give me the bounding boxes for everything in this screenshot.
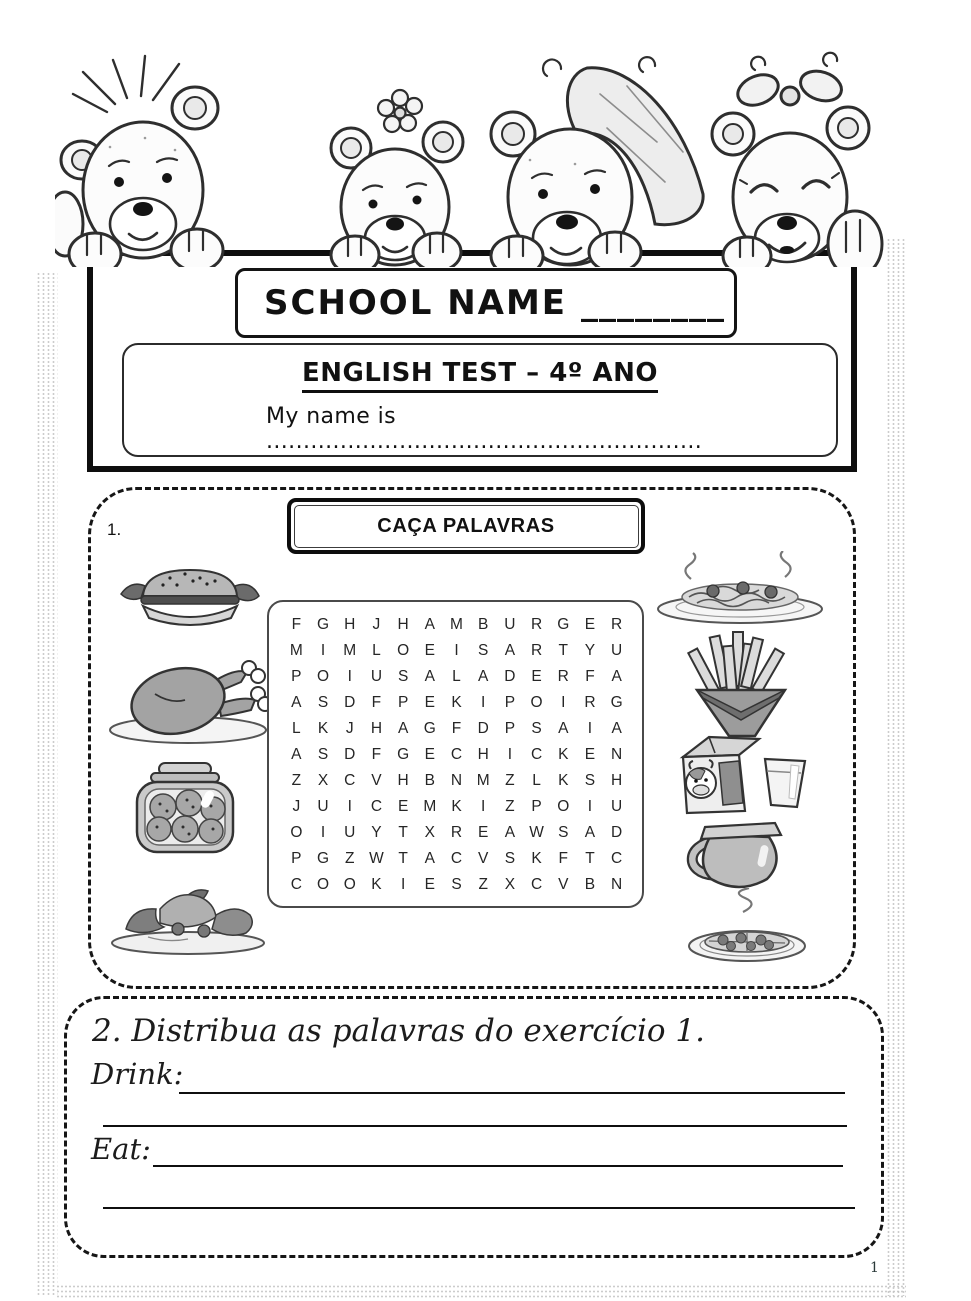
wordsearch-letter: N [611,746,623,763]
wordsearch-letter: H [477,746,489,763]
wordsearch-letter: P [504,720,516,737]
wordsearch-letter: E [584,746,596,763]
wordsearch-letter: P [291,850,302,867]
wordsearch-letter: K [558,772,569,789]
wordsearch-letter: E [531,668,542,685]
pizza-icon [685,888,810,966]
wordsearch-letter: K [531,850,542,867]
wordsearch-letter: J [345,720,354,737]
wordsearch-letter: M [423,798,437,815]
wordsearch-letter: S [584,772,596,789]
wordsearch-letter: C [530,876,543,893]
wordsearch-letter: B [478,616,489,633]
wordsearch-letter: A [558,720,569,737]
wordsearch-letter: C [450,850,463,867]
wordsearch-letter: G [317,850,330,867]
wordsearch-letter: D [611,824,623,841]
wordsearch-letter: A [424,850,435,867]
wordsearch-letter: G [397,746,410,763]
wordsearch-letter: D [344,694,356,711]
school-name-box [235,268,737,338]
section-2-container [64,996,884,1258]
wordsearch-letter: I [320,642,326,659]
wordsearch-letter: C [450,746,463,763]
test-title: ENGLISH TEST – 4º ANO [124,358,836,388]
wordsearch-letter: G [317,616,330,633]
answer-line-4 [103,1207,855,1209]
spaghetti-icon [653,551,828,626]
answer-line-2 [103,1125,847,1127]
wordsearch-letter: I [481,694,486,711]
wordsearch-letter: X [504,876,516,893]
wordsearch-letter: P [291,668,302,685]
wordsearch-letter: A [584,824,596,841]
wordsearch-letter: X [424,824,435,841]
wordsearch-letter: K [451,798,462,815]
wordsearch-letter: R [611,616,623,633]
wordsearch-letter: U [370,668,383,685]
test-header-box [122,343,838,457]
wordsearch-letter: R [584,694,596,711]
section-1-container [88,487,856,989]
wordsearch-letter: I [400,876,406,893]
wordsearch-letter: O [317,876,330,893]
wordsearch-letter: P [531,798,542,815]
wordsearch-letter: I [454,642,459,659]
wordsearch-letter: B [424,772,435,789]
exercise-2-title: 2. Distribua as palavras do exercício 1. [92,1013,705,1049]
wordsearch-title: CAÇA PALAVRAS [294,505,639,548]
wordsearch-letter: A [611,720,622,737]
wordsearch-letter: H [370,720,383,737]
wordsearch-letter: O [397,642,410,659]
french-fries-icon [681,628,801,738]
wordsearch-letter: V [371,772,382,789]
bear-cap [491,57,703,267]
wordsearch-letter: S [478,642,489,659]
page-edge-dots-right [886,238,906,1296]
wordsearch-letter: W [369,850,384,867]
wordsearch-letter: A [504,824,516,841]
milk-carton-and-glass-icon [663,731,813,816]
bear-bow [712,53,882,267]
wordsearch-letter: F [371,746,382,763]
wordsearch-letter: S [397,668,409,685]
wordsearch-letter: R [557,668,569,685]
wordsearch-letter: Z [505,772,515,789]
wordsearch-letter: E [424,876,435,893]
exercise-1-number: 1. [107,520,122,539]
page-number: 1 [870,1260,879,1276]
wordsearch-letter: B [584,876,596,893]
wordsearch-letter: H [397,616,409,633]
wordsearch-letter: E [424,642,435,659]
wordsearch-letter: I [561,694,566,711]
wordsearch-letter: C [370,798,383,815]
wordsearch-letter: S [504,850,516,867]
wordsearch-letter: M [343,642,357,659]
wordsearch-letter: C [290,876,302,893]
wordsearch-letter: D [477,720,489,737]
school-name-blank-line: ________ [581,283,726,323]
wordsearch-letter: I [347,668,352,685]
wordsearch-letter: T [558,642,568,659]
wordsearch-letter: A [478,668,489,685]
wordsearch-letter: N [450,772,463,789]
wordsearch-letter: H [611,772,623,789]
wordsearch-letter: D [344,746,356,763]
wordsearch-letter: O [530,694,543,711]
hamburger-icon [115,556,265,631]
wordsearch-letter: F [371,694,382,711]
wordsearch-letter: G [423,720,436,737]
bear-flower [331,90,463,267]
wordsearch-letter: O [557,798,570,815]
eat-label: Eat: [91,1132,151,1166]
wordsearch-letter: I [507,746,513,763]
wordsearch-letter: O [343,876,356,893]
wordsearch-letter: J [292,798,301,815]
wordsearch-letter: E [584,616,596,633]
wordsearch-box [267,600,644,908]
wordsearch-letter: M [450,616,463,633]
wordsearch-letter: S [451,876,462,893]
wordsearch-letter: W [529,824,544,841]
teddy-bears-illustration [55,42,915,267]
roast-chicken-icon [103,646,273,746]
wordsearch-letter: E [478,824,489,841]
wordsearch-letter: P [504,694,516,711]
wordsearch-letter: I [587,720,593,737]
salad-icon [108,871,268,956]
wordsearch-letter: Z [344,850,355,867]
wordsearch-letter: K [317,720,329,737]
wordsearch-letter: I [320,824,326,841]
wordsearch-letter: R [530,642,543,659]
wordsearch-letter: H [397,772,409,789]
wordsearch-letter: I [587,798,593,815]
wordsearch-letter: O [290,824,303,841]
wordsearch-letter: I [481,798,486,815]
wordsearch-letter: H [344,616,356,633]
wordsearch-letter: A [424,616,435,633]
wordsearch-letter: U [611,798,623,815]
wordsearch-letter: F [451,720,462,737]
wordsearch-letter: T [398,824,408,841]
drink-answer-line [179,1092,845,1094]
wordsearch-letter: A [504,642,516,659]
wordsearch-letter: U [344,824,356,841]
wordsearch-title-box [287,498,645,554]
wordsearch-letter: L [372,642,381,659]
wordsearch-letter: V [478,850,489,867]
page-edge-dots-left [36,272,58,1296]
wordsearch-letter: U [611,642,623,659]
wordsearch-letter: M [289,642,303,659]
wordsearch-letter: V [558,876,569,893]
wordsearch-grid [283,612,630,898]
wordsearch-letter: F [585,668,595,685]
wordsearch-letter: A [611,668,622,685]
wordsearch-letter: T [398,850,408,867]
wordsearch-letter: F [291,616,302,633]
wordsearch-letter: O [317,668,330,685]
wordsearch-letter: U [317,798,329,815]
wordsearch-letter: K [451,694,462,711]
wordsearch-letter: R [450,824,463,841]
wordsearch-letter: C [344,772,356,789]
wordsearch-letter: A [291,694,302,711]
eat-answer-line [153,1165,843,1167]
wordsearch-letter: C [611,850,623,867]
cookie-jar-icon [125,761,245,856]
wordsearch-letter: K [558,746,569,763]
wordsearch-letter: S [317,746,329,763]
wordsearch-letter: F [558,850,568,867]
wordsearch-letter: A [424,668,435,685]
wordsearch-letter: S [317,694,329,711]
wordsearch-letter: Y [584,642,596,659]
wordsearch-letter: D [504,668,516,685]
wordsearch-letter: L [292,720,301,737]
wordsearch-letter: S [558,824,569,841]
wordsearch-letter: G [557,616,570,633]
wordsearch-letter: E [424,746,435,763]
wordsearch-letter: I [347,798,352,815]
wordsearch-letter: T [585,850,595,867]
wordsearch-letter: K [371,876,382,893]
wordsearch-letter: U [504,616,516,633]
school-name-label: SCHOOL NAME [264,283,568,323]
wordsearch-letter: P [397,694,409,711]
wordsearch-letter: N [611,876,623,893]
bear-messy-hair [55,56,223,267]
wordsearch-letter: C [530,746,543,763]
juice-jug-icon [681,811,801,896]
wordsearch-letter: Z [478,876,488,893]
wordsearch-letter: E [424,694,435,711]
wordsearch-letter: S [531,720,542,737]
wordsearch-letter: X [317,772,329,789]
page-edge-dots-bottom [56,1284,906,1298]
wordsearch-letter: G [610,694,623,711]
wordsearch-letter: M [476,772,490,789]
wordsearch-letter: R [530,616,543,633]
student-name-line: My name is ........................................................... [266,404,703,454]
wordsearch-letter: A [291,746,302,763]
wordsearch-letter: Z [291,772,302,789]
wordsearch-letter: L [532,772,541,789]
wordsearch-letter: J [372,616,381,633]
wordsearch-letter: Y [371,824,382,841]
wordsearch-letter: E [397,798,409,815]
wordsearch-letter: L [452,668,461,685]
drink-label: Drink: [91,1057,184,1091]
wordsearch-letter: Z [505,798,515,815]
wordsearch-letter: A [397,720,409,737]
